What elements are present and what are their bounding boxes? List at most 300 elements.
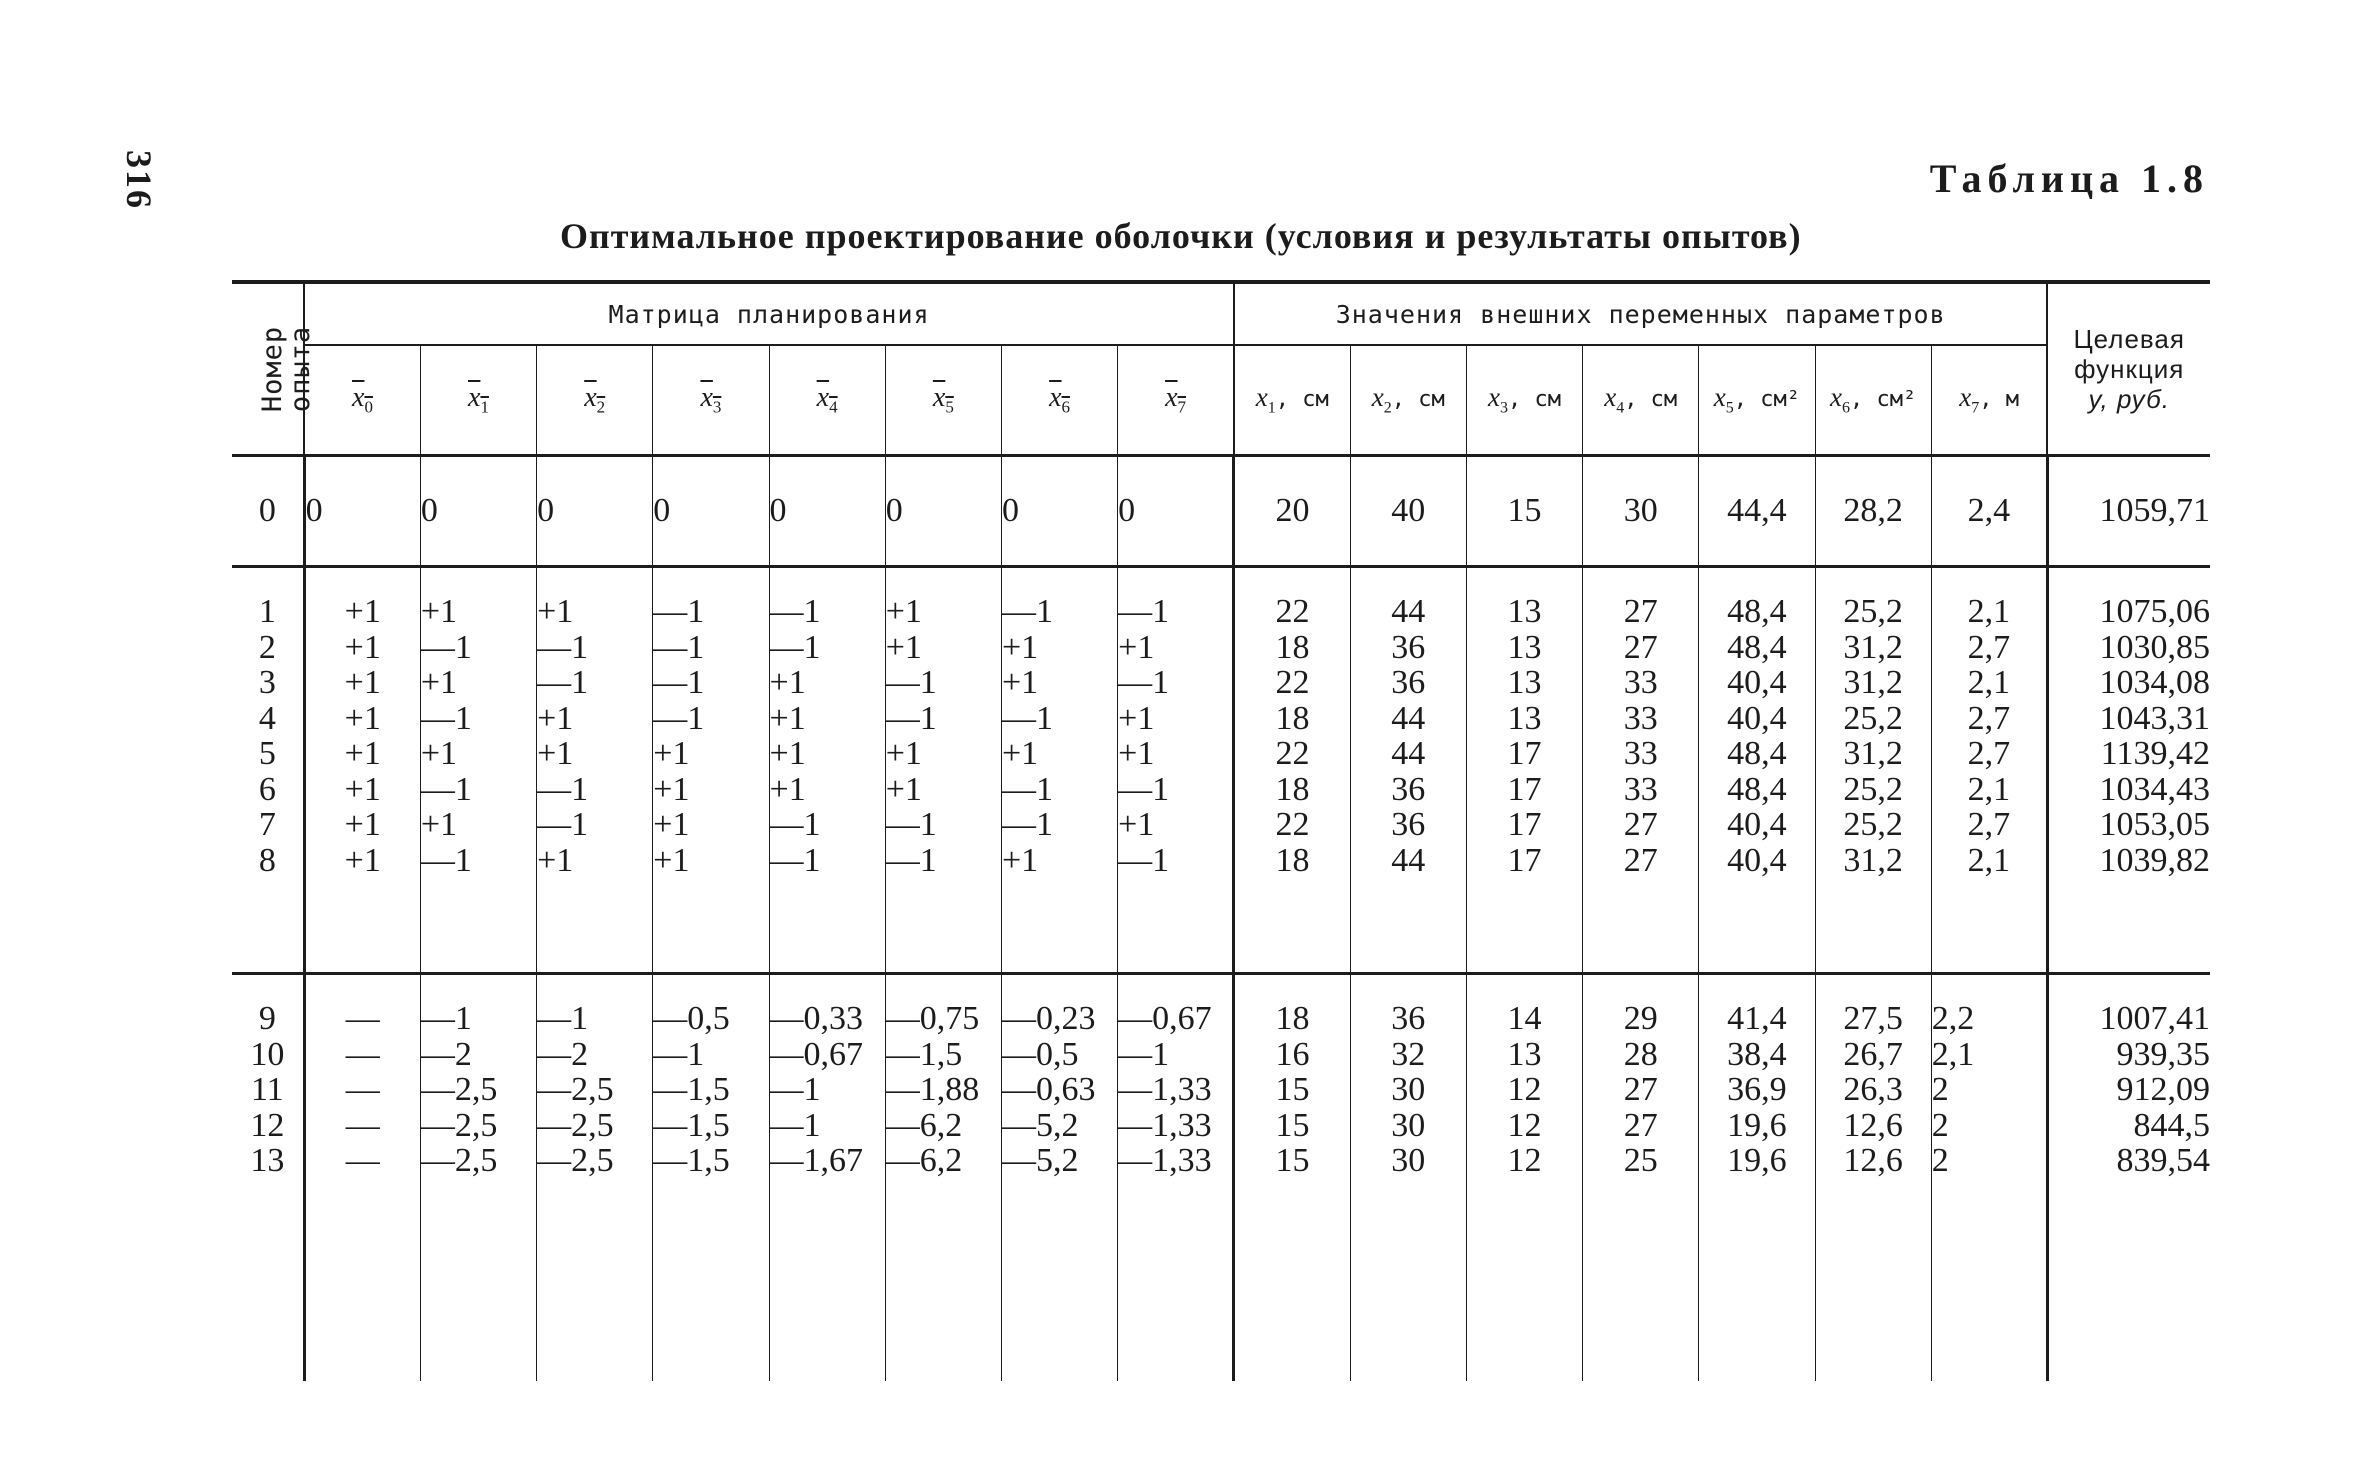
param-cell-x6-value: 31,2	[1843, 841, 1903, 879]
param-col-header-x6: $x_6$, см²	[1815, 345, 1931, 456]
matrix-cell-x6-value: +1	[1001, 628, 1039, 666]
param-cell-x5	[1699, 974, 1815, 1382]
param-cell-x4-value: 27	[1623, 1071, 1658, 1108]
matrix-cell-x3-value: —1	[653, 1035, 705, 1073]
table-row-group-2	[232, 974, 2210, 1382]
matrix-col-header-x4: $x_4$	[769, 345, 885, 456]
table-body	[232, 456, 2210, 1382]
matrix-cell-x5-value: 0	[885, 492, 903, 530]
matrix-cell-x6-value: —5,2	[1001, 1106, 1079, 1144]
matrix-cell-x2-value: —1	[537, 770, 589, 808]
param-cell-x5-value: 48,4	[1727, 735, 1787, 772]
matrix-cell-x5-value: —6,2	[885, 1142, 963, 1179]
experiment-table	[232, 280, 2210, 1381]
row-number-header	[232, 282, 316, 456]
matrix-cell-x1-value: —1	[420, 1000, 472, 1037]
param-cell-x3-value: 17	[1507, 806, 1542, 843]
matrix-cell-x5-value: —1	[885, 664, 937, 701]
target-header-line-3: y, руб.	[2088, 384, 2170, 414]
param-cell-x4	[1583, 456, 1699, 567]
param-col-header-x7: $x_7$, м	[1931, 345, 2047, 456]
matrix-cell-x1-value: —1	[420, 841, 472, 879]
param-cell-x5-value: 36,9	[1727, 1071, 1787, 1108]
matrix-cell-x1	[420, 456, 536, 567]
matrix-cell-x0	[304, 567, 420, 974]
row-number: 10	[250, 1035, 285, 1073]
matrix-cell-x7-value: —1	[1118, 593, 1170, 630]
matrix-cell-x7-value: —1	[1118, 664, 1170, 701]
param-cell-x6-value: 25,2	[1843, 699, 1903, 737]
matrix-cell-x3-value: +1	[653, 735, 690, 772]
param-cell-x4-value: 33	[1623, 735, 1658, 772]
matrix-cell-x2-value: —1	[537, 806, 589, 843]
row-number-cell	[232, 974, 304, 1382]
param-cell-x3-value: 13	[1507, 1035, 1542, 1073]
matrix-cell-x6-value: —0,5	[1001, 1035, 1079, 1073]
matrix-col-header-x3: $x_3$	[653, 345, 769, 456]
matrix-cell-x5-value: —1	[885, 806, 937, 843]
target-cell-value: 1030,85	[2099, 628, 2210, 666]
matrix-cell-x6	[1001, 456, 1117, 567]
param-cell-x7-value: 2,7	[1967, 628, 2011, 666]
param-cell-x4-value: 27	[1623, 841, 1658, 879]
param-cell-x6	[1815, 567, 1931, 974]
matrix-cell-x6-value: —1	[1001, 699, 1053, 737]
target-cell-value: 1043,31	[2099, 699, 2210, 737]
matrix-cell-x0-value: +1	[344, 735, 381, 772]
param-cell-x7-value: 2,1	[1967, 770, 2011, 808]
matrix-cell-x5-value: —6,2	[885, 1106, 963, 1144]
param-cell-x6-value: 28,2	[1843, 492, 1903, 530]
matrix-cell-x2-value: +1	[537, 593, 574, 630]
matrix-cell-x1	[420, 567, 536, 974]
target-cell	[2047, 974, 2210, 1382]
matrix-cell-x0	[304, 456, 420, 567]
param-cell-x2-value: 30	[1391, 1142, 1426, 1179]
matrix-cell-x4-value: —0,33	[769, 1000, 864, 1037]
target-cell-value: 1139,42	[2100, 735, 2210, 772]
matrix-cell-x4-value: —0,67	[769, 1035, 864, 1073]
matrix-cell-x7-value: —1,33	[1118, 1071, 1212, 1108]
param-cell-x4-value: 30	[1623, 492, 1658, 530]
matrix-cell-x6-value: —0,23	[1001, 1000, 1096, 1037]
param-cell-x5-value: 40,4	[1727, 664, 1787, 701]
matrix-cell-x3	[653, 974, 769, 1382]
param-col-header-x3: $x_3$, см	[1466, 345, 1582, 456]
page-number: 316	[119, 150, 159, 210]
target-cell-value: 1059,71	[2099, 492, 2210, 530]
row-number: 12	[250, 1106, 285, 1144]
matrix-cell-x7-value: —0,67	[1118, 1000, 1212, 1037]
matrix-cell-x3-value: —0,5	[653, 1000, 730, 1037]
matrix-cell-x3-value: +1	[653, 841, 690, 879]
matrix-cell-x2-value: —1	[537, 628, 589, 666]
target-header	[2047, 282, 2210, 456]
row-number: 5	[258, 735, 276, 772]
matrix-cell-x7	[1118, 567, 1234, 974]
table-row-group-1	[232, 567, 2210, 974]
param-cell-x2	[1350, 567, 1466, 974]
matrix-cell-x1-value: +1	[420, 806, 458, 843]
param-cell-x1-value: 18	[1275, 699, 1310, 737]
matrix-cell-x2-value: +1	[537, 735, 574, 772]
matrix-cell-x0-value: +1	[344, 770, 381, 808]
param-cell-x7	[1931, 974, 2047, 1382]
matrix-cell-x3-value: —1	[653, 593, 705, 630]
param-cell-x2-value: 40	[1391, 492, 1426, 530]
matrix-cell-x2	[537, 456, 653, 567]
matrix-cell-x1-value: +1	[420, 664, 458, 701]
column-header-row	[232, 345, 2210, 456]
target-cell-value: 1034,08	[2099, 664, 2210, 701]
param-cell-x7-value: 2,2	[1931, 1000, 1975, 1037]
param-cell-x3-value: 17	[1507, 770, 1542, 808]
matrix-cell-x0-value: —	[345, 1035, 380, 1073]
matrix-cell-x7-value: —1,33	[1118, 1142, 1212, 1179]
row-number: 11	[250, 1071, 284, 1108]
param-cell-x2-value: 36	[1391, 664, 1426, 701]
matrix-cell-x1-value: +1	[420, 735, 458, 772]
matrix-cell-x4-value: —1	[769, 628, 821, 666]
matrix-cell-x7	[1118, 456, 1234, 567]
matrix-cell-x2-value: —2,5	[537, 1106, 614, 1144]
matrix-cell-x0-value: +1	[344, 699, 381, 737]
param-cell-x5-value: 38,4	[1727, 1035, 1787, 1073]
matrix-cell-x0-value: —	[345, 1142, 380, 1179]
param-cell-x3-value: 17	[1507, 841, 1542, 879]
param-cell-x5-value: 48,4	[1727, 628, 1787, 666]
matrix-cell-x0-value: 0	[305, 492, 323, 530]
param-cell-x2	[1350, 456, 1466, 567]
target-cell-value: 1075,06	[2099, 593, 2210, 630]
param-cell-x2-value: 32	[1391, 1035, 1426, 1073]
param-cell-x2	[1350, 974, 1466, 1382]
param-cell-x2-value: 36	[1391, 770, 1426, 808]
param-cell-x7-value: 2	[1931, 1142, 1949, 1179]
matrix-cell-x4	[769, 974, 885, 1382]
param-cell-x3-value: 17	[1507, 735, 1542, 772]
target-cell-value: 1007,41	[2099, 1000, 2210, 1037]
param-cell-x2-value: 36	[1391, 628, 1426, 666]
matrix-cell-x6-value: —1	[1001, 770, 1053, 808]
matrix-cell-x3-value: —1,5	[653, 1106, 730, 1144]
param-cell-x5-value: 40,4	[1727, 806, 1787, 843]
matrix-cell-x1-value: —2,5	[420, 1106, 498, 1144]
param-cell-x3-value: 12	[1507, 1142, 1542, 1179]
matrix-cell-x0	[304, 974, 420, 1382]
table-label: Таблица 1.8	[1929, 156, 2209, 201]
matrix-cell-x7-value: +1	[1118, 735, 1155, 772]
matrix-cell-x7-value: —1	[1118, 841, 1170, 879]
matrix-cell-x7-value: +1	[1118, 806, 1155, 843]
param-cell-x6	[1815, 456, 1931, 567]
matrix-cell-x7-value: —1	[1118, 770, 1170, 808]
matrix-cell-x5-value: +1	[885, 628, 922, 666]
matrix-cell-x2-value: +1	[537, 841, 574, 879]
matrix-cell-x5-value: +1	[885, 770, 922, 808]
matrix-cell-x1-value: —1	[420, 699, 472, 737]
matrix-cell-x3-value: —1,5	[653, 1071, 730, 1108]
param-cell-x7-value: 2,4	[1967, 492, 2011, 530]
matrix-cell-x0-value: +1	[344, 841, 381, 879]
param-cell-x2-value: 44	[1391, 593, 1426, 630]
param-cell-x4-value: 27	[1623, 628, 1658, 666]
target-cell-value: 1034,43	[2099, 770, 2210, 808]
matrix-cell-x2-value: 0	[537, 492, 555, 530]
param-cell-x2-value: 36	[1391, 1000, 1426, 1037]
matrix-cell-x0-value: +1	[344, 628, 381, 666]
param-cell-x6-value: 12,6	[1843, 1142, 1903, 1179]
target-cell-value: 844,5	[2133, 1106, 2210, 1144]
matrix-cell-x0-value: —	[345, 1106, 380, 1144]
matrix-cell-x6	[1001, 974, 1117, 1382]
param-cell-x4	[1583, 974, 1699, 1382]
target-cell-value: 1039,82	[2099, 841, 2210, 879]
matrix-cell-x4-value: —1	[769, 841, 821, 879]
matrix-cell-x2-value: +1	[537, 699, 574, 737]
param-cell-x4-value: 27	[1623, 593, 1658, 630]
param-cell-x3	[1466, 974, 1582, 1382]
param-cell-x2-value: 44	[1391, 841, 1426, 879]
matrix-cell-x4-value: —1	[769, 806, 821, 843]
param-cell-x6-value: 26,3	[1843, 1071, 1903, 1108]
target-header-line-2: функция	[2074, 354, 2185, 384]
matrix-cell-x3-value: —1	[653, 664, 705, 701]
matrix-cell-x5	[885, 567, 1001, 974]
row-number: 0	[258, 492, 276, 530]
matrix-cell-x4-value: —1	[769, 1106, 821, 1144]
row-number: 9	[258, 1000, 276, 1037]
param-cell-x2-value: 44	[1391, 735, 1426, 772]
param-cell-x5	[1699, 456, 1815, 567]
matrix-cell-x6-value: —1	[1001, 593, 1053, 630]
matrix-col-header-x5: $x_5$	[885, 345, 1001, 456]
param-cell-x7	[1931, 456, 2047, 567]
matrix-cell-x3	[653, 567, 769, 974]
param-cell-x6	[1815, 974, 1931, 1382]
matrix-cell-x7	[1118, 974, 1234, 1382]
param-cell-x3	[1466, 567, 1582, 974]
param-cell-x7-value: 2	[1931, 1106, 1949, 1144]
matrix-cell-x1-value: —2,5	[420, 1071, 498, 1108]
matrix-cell-x5-value: +1	[885, 735, 922, 772]
param-cell-x2-value: 30	[1391, 1106, 1426, 1144]
param-cell-x4-value: 33	[1623, 699, 1658, 737]
param-cell-x3-value: 12	[1507, 1106, 1542, 1144]
param-cell-x4	[1583, 567, 1699, 974]
matrix-cell-x5-value: —1,5	[885, 1035, 963, 1073]
matrix-cell-x5	[885, 974, 1001, 1382]
param-cell-x3-value: 12	[1507, 1071, 1542, 1108]
matrix-cell-x1	[420, 974, 536, 1382]
matrix-cell-x5-value: —1,88	[885, 1071, 980, 1108]
target-cell-value: 1053,05	[2099, 806, 2210, 843]
matrix-cell-x1-value: —2	[420, 1035, 472, 1073]
param-col-header-x5: $x_5$, см²	[1699, 345, 1815, 456]
target-cell-value: 839,54	[2116, 1142, 2210, 1179]
param-cell-x6-value: 26,7	[1843, 1035, 1903, 1073]
matrix-cell-x2-value: —1	[537, 1000, 589, 1037]
matrix-cell-x1-value: —1	[420, 770, 472, 808]
table-row-group-0	[232, 456, 2210, 567]
param-cell-x1-value: 22	[1275, 664, 1310, 701]
matrix-cell-x6-value: —5,2	[1001, 1142, 1079, 1179]
matrix-cell-x1-value: —1	[420, 628, 472, 666]
param-cell-x5-value: 44,4	[1727, 492, 1787, 530]
param-cell-x6-value: 27,5	[1843, 1000, 1903, 1037]
matrix-cell-x7-value: —1	[1118, 1035, 1170, 1073]
row-number: 3	[258, 664, 276, 701]
param-cell-x7-value: 2,1	[1967, 593, 2011, 630]
matrix-cell-x0-value: +1	[344, 593, 381, 630]
matrix-cell-x3-value: —1	[653, 699, 705, 737]
row-number-header-text: Номер опыта	[257, 325, 316, 413]
matrix-col-header-x7: $x_7$	[1118, 345, 1234, 456]
matrix-col-header-x6: $x_6$	[1001, 345, 1117, 456]
params-group-header: Значения внешних переменных параметров	[1234, 282, 2048, 345]
param-cell-x3	[1466, 456, 1582, 567]
param-cell-x1-value: 22	[1275, 593, 1310, 630]
param-cell-x1	[1234, 567, 1350, 974]
matrix-cell-x7-value: —1,33	[1118, 1106, 1212, 1144]
row-number: 2	[258, 628, 276, 666]
matrix-cell-x7-value: +1	[1118, 699, 1155, 737]
param-col-header-x4: $x_4$, см	[1583, 345, 1699, 456]
matrix-cell-x4	[769, 567, 885, 974]
param-cell-x3-value: 13	[1507, 593, 1542, 630]
param-cell-x4-value: 29	[1623, 1000, 1658, 1037]
param-cell-x6-value: 31,2	[1843, 735, 1903, 772]
target-cell	[2047, 567, 2210, 974]
target-cell	[2047, 456, 2210, 567]
matrix-cell-x5-value: —0,75	[885, 1000, 980, 1037]
matrix-cell-x1-value: 0	[420, 492, 438, 530]
matrix-cell-x6-value: 0	[1001, 492, 1019, 530]
param-cell-x3-value: 13	[1507, 699, 1542, 737]
param-cell-x2-value: 30	[1391, 1071, 1426, 1108]
param-cell-x7-value: 2,1	[1967, 841, 2011, 879]
table-title: Оптимальное проектирование оболочки (условия и результаты опытов)	[560, 216, 1802, 256]
matrix-cell-x7-value: 0	[1118, 492, 1136, 530]
param-cell-x1	[1234, 974, 1350, 1382]
param-cell-x7-value: 2,1	[1967, 664, 2011, 701]
matrix-cell-x3-value: +1	[653, 806, 690, 843]
param-cell-x1-value: 15	[1275, 1142, 1310, 1179]
matrix-cell-x0-value: +1	[344, 664, 381, 701]
param-cell-x5	[1699, 567, 1815, 974]
matrix-cell-x1-value: —2,5	[420, 1142, 498, 1179]
matrix-cell-x6	[1001, 567, 1117, 974]
target-cell-value: 939,35	[2116, 1035, 2210, 1073]
matrix-cell-x4-value: +1	[769, 735, 806, 772]
param-cell-x1-value: 18	[1275, 770, 1310, 808]
matrix-cell-x6-value: +1	[1001, 735, 1039, 772]
param-cell-x1-value: 18	[1275, 628, 1310, 666]
param-cell-x5-value: 40,4	[1727, 699, 1787, 737]
row-number-cell	[232, 567, 304, 974]
matrix-cell-x4-value: 0	[769, 492, 787, 530]
matrix-cell-x2-value: —2,5	[537, 1071, 614, 1108]
matrix-cell-x2-value: —2,5	[537, 1142, 614, 1179]
param-cell-x5-value: 48,4	[1727, 593, 1787, 630]
param-cell-x5-value: 19,6	[1727, 1106, 1787, 1144]
param-cell-x3-value: 13	[1507, 664, 1542, 701]
param-cell-x7	[1931, 567, 2047, 974]
param-cell-x4-value: 33	[1623, 770, 1658, 808]
row-number: 13	[250, 1142, 285, 1179]
matrix-cell-x3-value: —1,5	[653, 1142, 730, 1179]
target-cell-value: 912,09	[2116, 1071, 2210, 1108]
param-cell-x4-value: 27	[1623, 806, 1658, 843]
param-cell-x1-value: 18	[1275, 1000, 1310, 1037]
param-cell-x7-value: 2,7	[1967, 735, 2011, 772]
target-header-line-1: Целевая	[2073, 324, 2185, 354]
row-number: 6	[258, 770, 276, 808]
param-cell-x6-value: 25,2	[1843, 770, 1903, 808]
matrix-cell-x4-value: —1	[769, 593, 821, 630]
param-cell-x6-value: 25,2	[1843, 806, 1903, 843]
row-number: 4	[258, 699, 276, 737]
matrix-cell-x4-value: —1	[769, 1071, 821, 1108]
matrix-col-header-x1: $x_1$	[420, 345, 536, 456]
matrix-cell-x4-value: +1	[769, 664, 806, 701]
param-cell-x5-value: 48,4	[1727, 770, 1787, 808]
param-cell-x1-value: 18	[1275, 841, 1310, 879]
matrix-cell-x6-value: —1	[1001, 806, 1053, 843]
matrix-cell-x5-value: +1	[885, 593, 922, 630]
param-cell-x2-value: 44	[1391, 699, 1426, 737]
matrix-group-header: Матрица планирования	[304, 282, 1234, 345]
param-cell-x3-value: 13	[1507, 628, 1542, 666]
param-cell-x1-value: 22	[1275, 806, 1310, 843]
param-cell-x3-value: 14	[1507, 1000, 1542, 1037]
matrix-cell-x4-value: +1	[769, 770, 806, 808]
matrix-cell-x6-value: —0,63	[1001, 1071, 1096, 1108]
matrix-cell-x4	[769, 456, 885, 567]
param-cell-x3-value: 15	[1507, 492, 1542, 530]
matrix-cell-x4-value: +1	[769, 699, 806, 737]
matrix-cell-x2	[537, 974, 653, 1382]
param-cell-x7-value: 2,1	[1931, 1035, 1975, 1073]
matrix-cell-x0-value: —	[345, 1071, 380, 1108]
matrix-cell-x6-value: +1	[1001, 841, 1039, 879]
param-cell-x4-value: 33	[1623, 664, 1658, 701]
row-number-cell	[232, 456, 304, 567]
param-cell-x1-value: 15	[1275, 1106, 1310, 1144]
matrix-col-header-x2: $x_2$	[537, 345, 653, 456]
param-cell-x5-value: 19,6	[1727, 1142, 1787, 1179]
matrix-cell-x3-value: 0	[653, 492, 671, 530]
param-cell-x7-value: 2,7	[1967, 699, 2011, 737]
param-col-header-x1: $x_1$, см	[1234, 345, 1350, 456]
param-cell-x6-value: 25,2	[1843, 593, 1903, 630]
matrix-cell-x0-value: —	[345, 1000, 380, 1037]
matrix-cell-x2-value: —2	[537, 1035, 589, 1073]
param-cell-x6-value: 31,2	[1843, 664, 1903, 701]
matrix-col-header-x0: $x_0$	[304, 345, 420, 456]
param-cell-x6-value: 12,6	[1843, 1106, 1903, 1144]
param-cell-x4-value: 28	[1623, 1035, 1658, 1073]
param-cell-x1-value: 15	[1275, 1071, 1310, 1108]
matrix-cell-x5	[885, 456, 1001, 567]
param-cell-x1-value: 20	[1275, 492, 1310, 530]
row-number: 8	[258, 841, 276, 879]
row-number: 7	[258, 806, 276, 843]
matrix-cell-x6-value: +1	[1001, 664, 1039, 701]
matrix-cell-x4-value: —1,67	[769, 1142, 864, 1179]
param-cell-x1-value: 16	[1275, 1035, 1310, 1073]
matrix-cell-x3-value: —1	[653, 628, 705, 666]
